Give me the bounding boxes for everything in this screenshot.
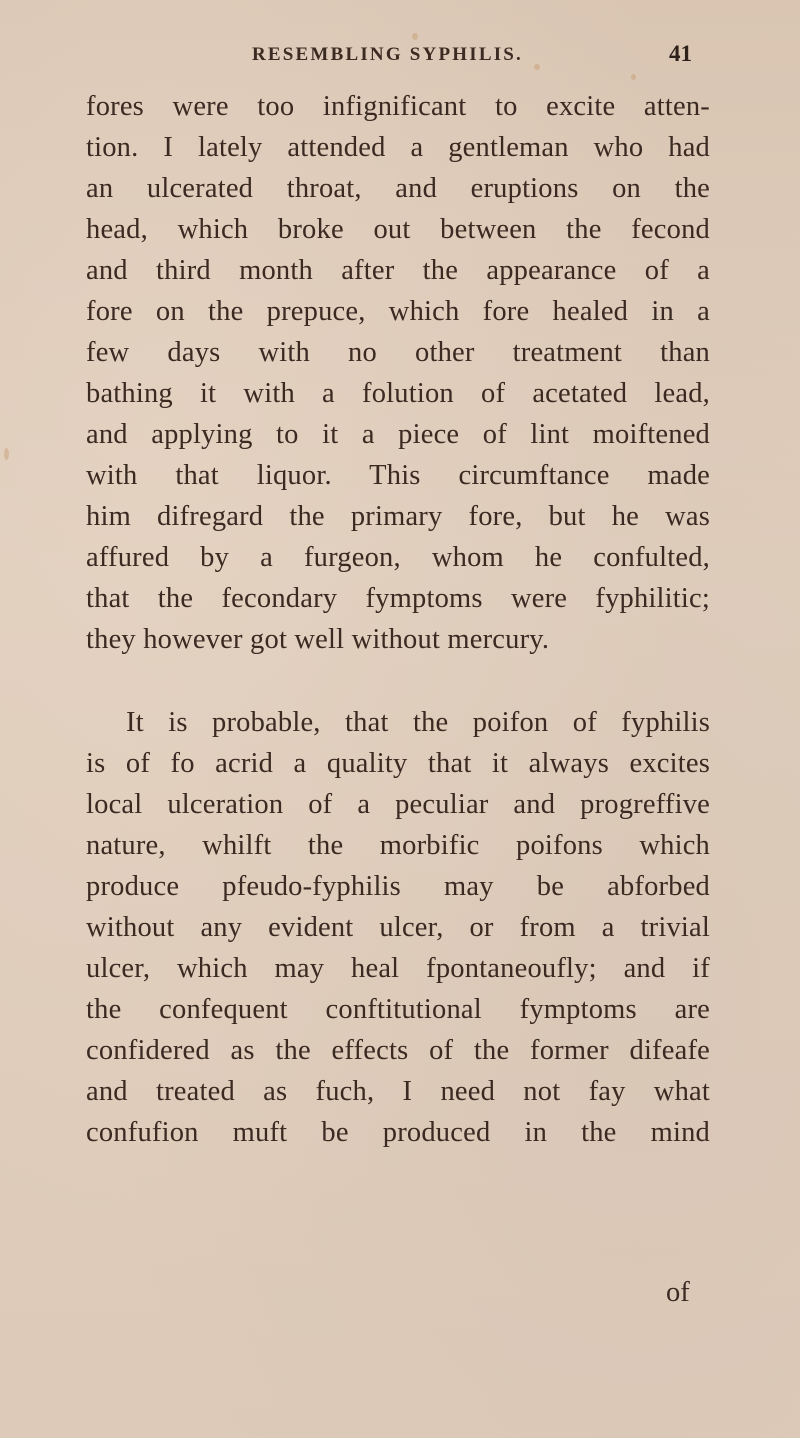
text-line: and treated as fuch, I need not fay what <box>86 1076 710 1107</box>
page-number: 41 <box>669 41 692 66</box>
text-line: and applying to it a piece of lint moiftened <box>86 419 710 450</box>
text-line: local ulceration of a peculiar and progreffive <box>86 789 710 820</box>
text-line: affured by a furgeon, whom he confulted, <box>86 542 710 573</box>
text-line: confufion muft be produced in the mind <box>86 1117 710 1148</box>
paragraph-gap <box>86 660 710 702</box>
text-line: bathing it with a folution of acetated lead, <box>86 378 710 409</box>
text-line: nature, whilft the morbific poifons which <box>86 830 710 861</box>
text-line: confidered as the effects of the former difeafe <box>86 1035 710 1066</box>
foxing-spot <box>4 448 9 460</box>
text-line: few days with no other treatment than <box>86 337 710 368</box>
text-line: an ulcerated throat, and eruptions on the <box>86 173 710 204</box>
foxing-spot <box>412 33 418 40</box>
text-line: fores were too infignificant to excite atten- <box>86 91 710 122</box>
text-line: and third month after the appearance of a <box>86 255 710 286</box>
running-head <box>252 41 692 70</box>
text-line: without any evident ulcer, or from a trivial <box>86 912 710 943</box>
text-line: ulcer, which may heal fpontaneoufly; and if <box>86 953 710 984</box>
text-line: the confequent conftitutional fymptoms are <box>86 994 710 1025</box>
text-line: fore on the prepuce, which fore healed in a <box>86 296 710 327</box>
catchword: of <box>666 1277 690 1308</box>
text-line: produce pfeudo-fyphilis may be abforbed <box>86 871 710 902</box>
text-line: It is probable, that the poifon of fyphilis <box>126 707 710 738</box>
text-line: that the fecondary fymptoms were fyphilitic; <box>86 583 710 614</box>
text-line: tion. I lately attended a gentleman who had <box>86 132 710 163</box>
foxing-spot <box>631 74 636 80</box>
text-line: head, which broke out between the fecond <box>86 214 710 245</box>
text-line: with that liquor. This circumftance made <box>86 460 710 491</box>
text-line: him difregard the primary fore, but he was <box>86 501 710 532</box>
body-text <box>86 86 710 1153</box>
paragraph-2 <box>86 702 710 1153</box>
text-line: they however got well without mercury. <box>86 624 550 655</box>
running-title: RESEMBLING SYPHILIS. <box>252 44 524 65</box>
paragraph-1 <box>86 86 710 660</box>
text-line: is of fo acrid a quality that it always excites <box>86 748 710 779</box>
